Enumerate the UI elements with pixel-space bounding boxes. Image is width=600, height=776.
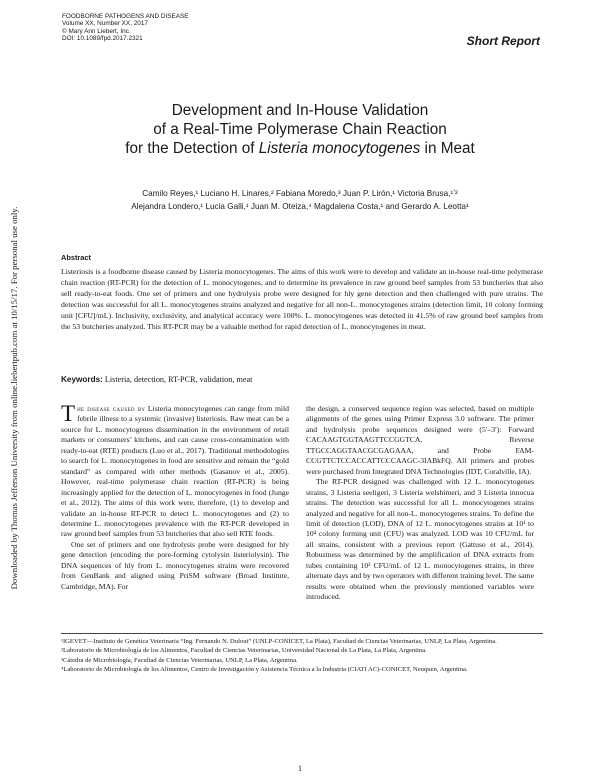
download-notice: Downloaded by Thomas Jefferson University from online.liebertpub.com at 10/15/17. For personal use only. (9, 206, 19, 590)
body-paragraph: The RT-PCR designed was challenged with 12 L. monocytogenes strains, 3 Listeria seeligeri, 3 Listeria welshimeri, and 3 Listeria innocua strains. The detection was successful for all L. monocytogenes strains analyzed and negative for all non-L. monocytogenes strains. To define the limit of detection (LOD), DNA of 12 L. monocytogenes strains at 10¹ to 10⁴ colony forming unit (CFU) was analyzed. LOD was 10 CFU/mL for all strains, consistent with a previous report (Gattuso et al., 2014). Robustness was determined by the amplification of DNA extracts from tubes containing 10² CFU/mL of 12 L. monocytogenes strains, in three alternate days and by two operators with different training level. The same results were obtained when the previously mentioned variables were introduced. (306, 477, 534, 602)
abstract-text: Listeriosis is a foodborne disease caused by Listeria monocytogenes. The aims of this work were to develop and validate an in-house real-time polymerase chain reaction (RT-PCR) for the detection of L. monocytogenes, and to determine its prevalence in raw ground beef samples from 53 butcheries that also sell ready-to-eat foods. One set of primers and one hydrolysis probe were designed for hly gene detection and then challenged with pure strains. The detection was successful for all L. monocytogenes strains analyzed and negative for all non-L. monocytogenes strains (detection limit, 10 colony forming unit [CFU]/mL). Inclusivity, exclusivity, and analytical accuracy were 100%. L. monocytogenes was detected in 41.5% of raw ground beef samples from the 53 butcheries analyzed. This RT-PCR may be a valuable method for rapid detection of L. monocytogenes in meat. (61, 267, 543, 332)
journal-name: FOODBORNE PATHOGENS AND DISEASE (62, 13, 189, 20)
authors-line-2: Alejandra Londero,¹ Lucia Galli,¹ Juan M. Oteiza,⁴ Magdalena Costa,¹ and Gerardo A. Leotta¹ (131, 202, 469, 211)
title-organism: Listeria monocytogenes (258, 140, 421, 157)
doi[interactable]: DOI: 10.1089/fpd.2017.2321 (62, 35, 143, 43)
body-column-left (61, 401, 289, 592)
body-paragraph: The disease caused by Listeria monocytogenes can range from mild febrile illness to a systemic (invasive) listeriosis. Raw meat can be a source for L. monocytogenes dissemination in the environment of retail markets or consumers’ kitchens, and can cause cross-contamination with ready-to-eat (RTE) products (Luo et al., 2017). Traditional methodologies to search for L. monocytogenes in food are sensitive and remain the “gold standard” as compared with other methods (Gasanov et al., 2005). However, real-time polymerase chain reaction (RT-PCR) is being increasingly applied for the detection of L. monocytogenes in food (Junge et al., 2012). The aims of this work were, therefore, (1) to develop and validate an in-house RT-PCR to detect L. monocytogenes and (2) to determine L. monocytogenes prevalence with the RT-PCR developed in raw ground beef samples from 53 butcheries that also sell RTE foods. (61, 401, 289, 539)
journal-header (62, 13, 189, 43)
keywords-list: Listeria, detection, RT-PCR, validation, meat (102, 375, 253, 384)
author-list (60, 187, 540, 213)
abstract-heading: Abstract (61, 253, 91, 262)
title-line-2: of a Real-Time Polymerase Chain Reaction (153, 121, 447, 138)
volume-info: Volume XX, Number XX, 2017 (62, 20, 148, 28)
body-column-right (306, 404, 534, 603)
footnote-divider (61, 633, 543, 634)
affiliation-item: ¹IGEVET—Instituto de Genética Veterinaria “Ing. Fernando N. Dulout” (UNLP-CONICET, La Plata), Facultad de Ciencias Veterinarias, UNLP, La Plata, Argentina. (61, 638, 497, 645)
article-type-label: Short Report (466, 34, 540, 48)
affiliation-item: ⁴Laboratorio de Microbiología de los Alimentos, Centro de Investigación y Asistencia Técnica a la Industria (CIATI AC)-CONICET, Neuquen, Argentina. (61, 665, 468, 673)
authors-line-1: Camilo Reyes,¹ Luciano H. Linares,² Fabiana Moredo,³ Juan P. Lirón,¹ Victoria Brusa,¹ʼ² (142, 189, 458, 198)
body-paragraph: One set of primers and one hydrolysis probe were designed for hly gene detection (encoding the pore-forming cytolysin listeriolysin). The DNA sequences of hly from L. monocytogenes strains were recovered from GenBank and aligned using PriSM software (Broad Institute, Cambridge, MA). For (61, 539, 289, 591)
keywords-label: Keywords: (61, 375, 103, 384)
drop-cap: T (61, 401, 76, 426)
page-number: 1 (298, 764, 302, 773)
title-line-1: Development and In-House Validation (171, 102, 429, 119)
affiliations (61, 637, 543, 674)
keywords (61, 375, 252, 384)
affiliation-item: ²Laboratorio de Microbiología de los Alimentos, Facultad de Ciencias Veterinarias, Universidad Nacional de La Plata, La Plata, Argentina. (61, 647, 427, 655)
title-line-3: for the Detection of Listeria monocytogenes in Meat (125, 140, 475, 157)
small-caps-opening: he disease caused by (77, 404, 146, 413)
affiliation-item: ³Cátedra de Microbiología, Facultad de Ciencias Veterinarias, UNLP, La Plata, Argentina. (61, 656, 298, 664)
download-side-note (9, 148, 19, 648)
body-paragraph: the design, a conserved sequence region was selected, based on multiple alignments of the genes using Primer Express 3.0 software. The primer and hydrolysis probe sequences designed were (5′–3′): Forward CACAAGTGGTAAGTTCCGGTCA, Reverse TTGCCAGGTAACGCGAGAAA, and Probe FAM-CCGTTCTCCACCATTCCCAAGC-3IABkFQ. All primers and probes were purchased from Integrated DNA Technologies (IDT, Coralville, IA). (306, 404, 534, 476)
copyright: © Mary Ann Liebert, Inc. (62, 27, 131, 35)
paper-title (60, 101, 540, 158)
